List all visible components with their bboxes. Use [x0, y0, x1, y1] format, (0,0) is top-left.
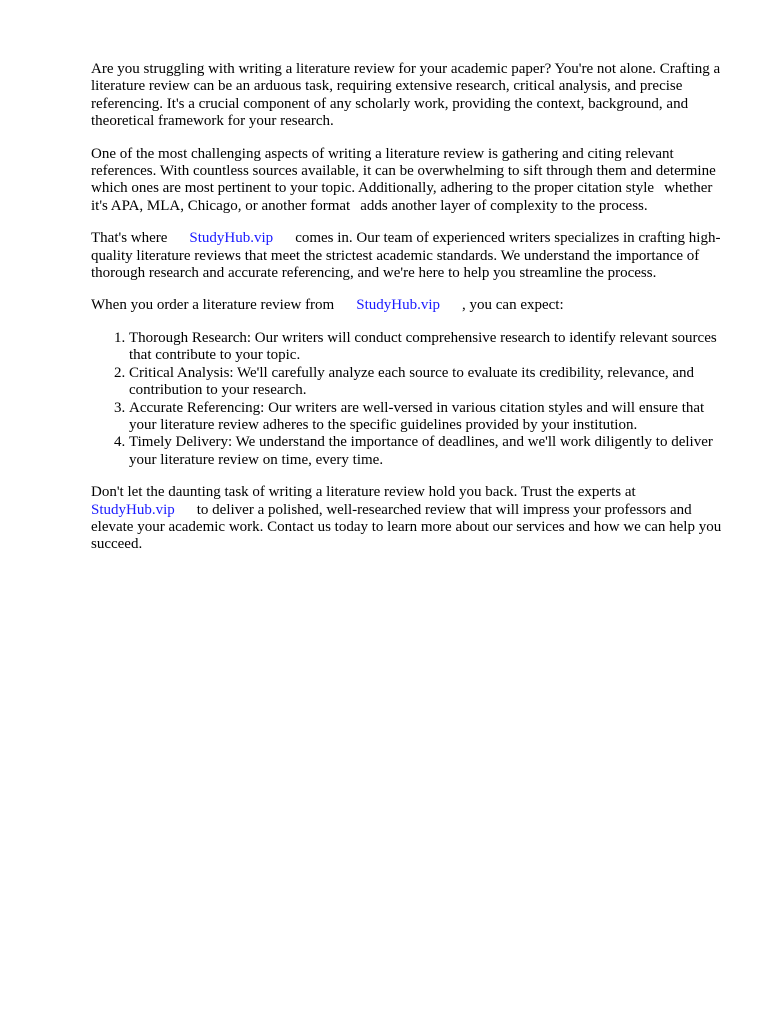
benefits-list	[91, 330, 731, 469]
service-text-start: That's where	[91, 230, 168, 247]
closing-paragraph	[91, 484, 731, 554]
order-text-end: , you can expect:	[462, 297, 564, 314]
challenges-paragraph	[91, 146, 731, 216]
intro-paragraph	[91, 61, 731, 131]
service-paragraph	[91, 230, 731, 282]
intro-text: Are you struggling with writing a literature review for your academic paper? You're not alone. Crafting a literature review can be an arduous task, requiring extensive research, critical analysis, and precise referencing. It's a crucial component of any scholarly work, providing the context, background, and theoretical framework for your research.	[91, 61, 721, 130]
challenges-text-start: One of the most challenging aspects of writing a literature review is gathering and citing relevant references. With countless sources available, it can be overwhelming to sift through them and determine which ones are most pertinent to your topic. Additionally, adhering to the proper citation style	[91, 145, 716, 197]
list-item: 1. Thorough Research: Our writers will conduct comprehensive research to identify relevant sources that contribute to your topic.	[129, 330, 731, 365]
list-item: 4. Timely Delivery: We understand the importance of deadlines, and we'll work diligently to deliver your literature review on time, every time.	[129, 434, 731, 469]
order-paragraph	[91, 297, 731, 314]
studyhub-link-2[interactable]: StudyHub.vip	[356, 297, 440, 314]
studyhub-link-1[interactable]: StudyHub.vip	[189, 230, 274, 247]
document-page	[91, 61, 731, 569]
service-text-end: comes in. Our team of experienced writers specializes in crafting high-quality literature reviews that meet the strictest academic standards. We understand the importance of thorough research and accurate referencing, and we're here to help you streamline the process.	[91, 230, 721, 282]
citation-styles-text: whether it's APA, MLA, Chicago, or another format	[91, 180, 713, 214]
list-item: 2. Critical Analysis: We'll carefully analyze each source to evaluate its credibility, relevance, and contribution to your research.	[129, 365, 731, 400]
closing-text-end: to deliver a polished, well-researched review that will impress your professors and elevate your academic work. Contact us today to learn more about our services and how we can help you succeed.	[91, 501, 722, 553]
studyhub-link-3[interactable]: StudyHub.vip	[91, 501, 175, 518]
closing-text-start: Don't let the daunting task of writing a literature review hold you back. Trust the experts at	[91, 484, 636, 501]
challenges-text-end: adds another layer of complexity to the process.	[360, 197, 648, 214]
order-text-start: When you order a literature review from	[91, 297, 335, 314]
list-item: 3. Accurate Referencing: Our writers are well-versed in various citation styles and will ensure that your literature review adheres to the specific guidelines provided by your institution.	[129, 400, 731, 435]
